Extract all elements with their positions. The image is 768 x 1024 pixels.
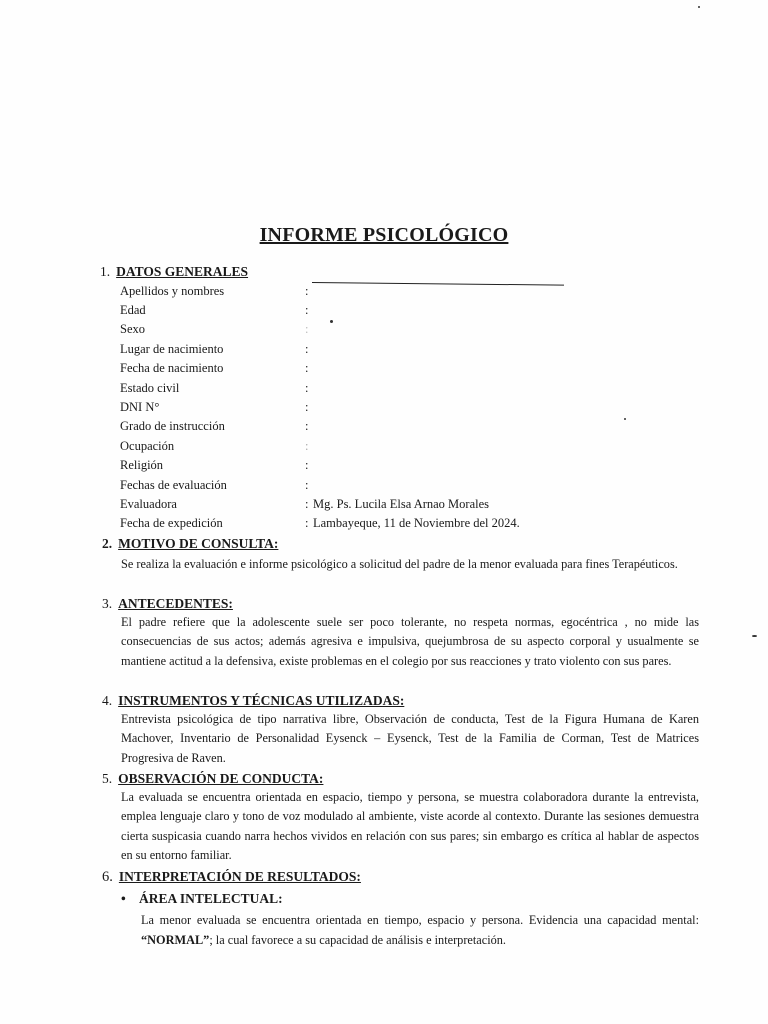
field-value: Lambayeque, 11 de Noviembre del 2024. [313, 516, 520, 530]
field-label: Lugar de nacimiento [120, 342, 224, 356]
field-colon: : [305, 381, 309, 395]
section-title: MOTIVO DE CONSULTA: [118, 536, 279, 551]
field-colon: : [305, 478, 309, 492]
section-paragraph: La evaluada se encuentra orientada en espacio, tiempo y persona, se muestra colaboradora durante la entrevista, emplea lenguaje claro y tono de voz modulado al ambiente, viste acorde al contexto. Durante las sesiones demuestra cierta suspicasia cuando narra hechos vividos en relación con sus pares; sin embargo es crítica al hablar de aspectos en su entorno familiar. [121, 790, 699, 863]
section-number: 5. [102, 771, 113, 786]
field-colon: : [305, 400, 309, 414]
field-colon: : [305, 361, 309, 375]
bullet-icon: • [121, 891, 126, 906]
field-label: Religión [120, 458, 164, 472]
section-paragraph: Se realiza la evaluación e informe psicológico a solicitud del padre de la menor evaluada para fines Terapéuticos. [121, 557, 678, 571]
field-label: Fecha de nacimiento [120, 361, 224, 375]
field-colon: : [305, 439, 309, 453]
section-title: INTERPRETACIÓN DE RESULTADOS: [118, 869, 361, 884]
paragraph-emphasis: “NORMAL” [141, 933, 210, 947]
field-colon: : [305, 342, 309, 356]
section-heading-datos-generales [100, 264, 248, 280]
field-label: Evaluadora [120, 497, 177, 511]
scan-speck [330, 320, 333, 323]
section-title: INSTRUMENTOS Y TÉCNICAS UTILIZADAS: [118, 693, 405, 708]
section-paragraph: El padre refiere que la adolescente suele ser poco tolerante, no respeta normas, egocéntrica , no mide las consecuencias de sus actos; además agresiva e impulsiva, quejumbrosa de su aspecto corporal y usualmente se mantiene actitud a la defensiva, existe problemas en el colegio por sus reacciones y trato violento con sus pares. [121, 615, 699, 668]
field-colon: : [305, 419, 309, 433]
field-label: Fechas de evaluación [120, 478, 227, 492]
section-number: 3. [102, 596, 113, 611]
field-label: Ocupación [120, 439, 175, 453]
section-title: OBSERVACIÓN DE CONDUCTA: [118, 771, 324, 786]
field-value: Mg. Ps. Lucila Elsa Arnao Morales [313, 497, 490, 511]
field-label: Edad [120, 303, 146, 317]
field-label: Apellidos y nombres [120, 284, 225, 298]
section-number: 6. [102, 869, 113, 885]
subsection-paragraph [141, 910, 699, 950]
field-label: Grado de instrucción [120, 419, 225, 433]
document-title: INFORME PSICOLÓGICO [259, 224, 509, 246]
section-heading-motivo-consulta [102, 536, 278, 552]
section-heading-antecedentes [102, 596, 233, 612]
field-label: Sexo [120, 322, 145, 336]
section-paragraph: Entrevista psicológica de tipo narrativa libre, Observación de conducta, Test de la Figura Humana de Karen Machover, Inventario de Personalidad Eysenck – Eysenck, Test de la Familia de Corman, Test de Matrices Progresiva de Raven. [121, 712, 699, 765]
section-heading-instrumentos [102, 693, 404, 709]
field-colon: : [305, 303, 309, 317]
section-heading-interpretacion [102, 869, 361, 886]
scan-speck [698, 6, 700, 8]
field-colon: : [305, 322, 309, 336]
section-heading-observacion [102, 771, 323, 787]
scan-speck [624, 418, 626, 420]
section-number: 1. [100, 264, 111, 279]
field-label: Estado civil [120, 381, 180, 395]
subsection-title: ÁREA INTELECTUAL: [139, 891, 283, 906]
section-title: ANTECEDENTES: [118, 596, 233, 611]
paragraph-text: ; la cual favorece a su capacidad de análisis e interpretación. [209, 933, 506, 947]
paragraph-text: La menor evaluada se encuentra orientada en tiempo, espacio y persona. Evidencia una capacidad mental: [141, 913, 699, 927]
field-colon: : [305, 458, 309, 472]
field-colon: : [305, 497, 309, 511]
redaction-line [312, 282, 564, 286]
section-number: 4. [102, 693, 113, 708]
subsection-heading-area-intelectual [121, 891, 283, 907]
section-title: DATOS GENERALES [116, 264, 249, 279]
field-label: Fecha de expedición [120, 516, 223, 530]
field-label: DNI N° [120, 400, 160, 414]
scan-speck [752, 635, 757, 637]
section-number: 2. [102, 536, 113, 551]
field-colon: : [305, 516, 309, 530]
field-colon: : [305, 284, 309, 298]
